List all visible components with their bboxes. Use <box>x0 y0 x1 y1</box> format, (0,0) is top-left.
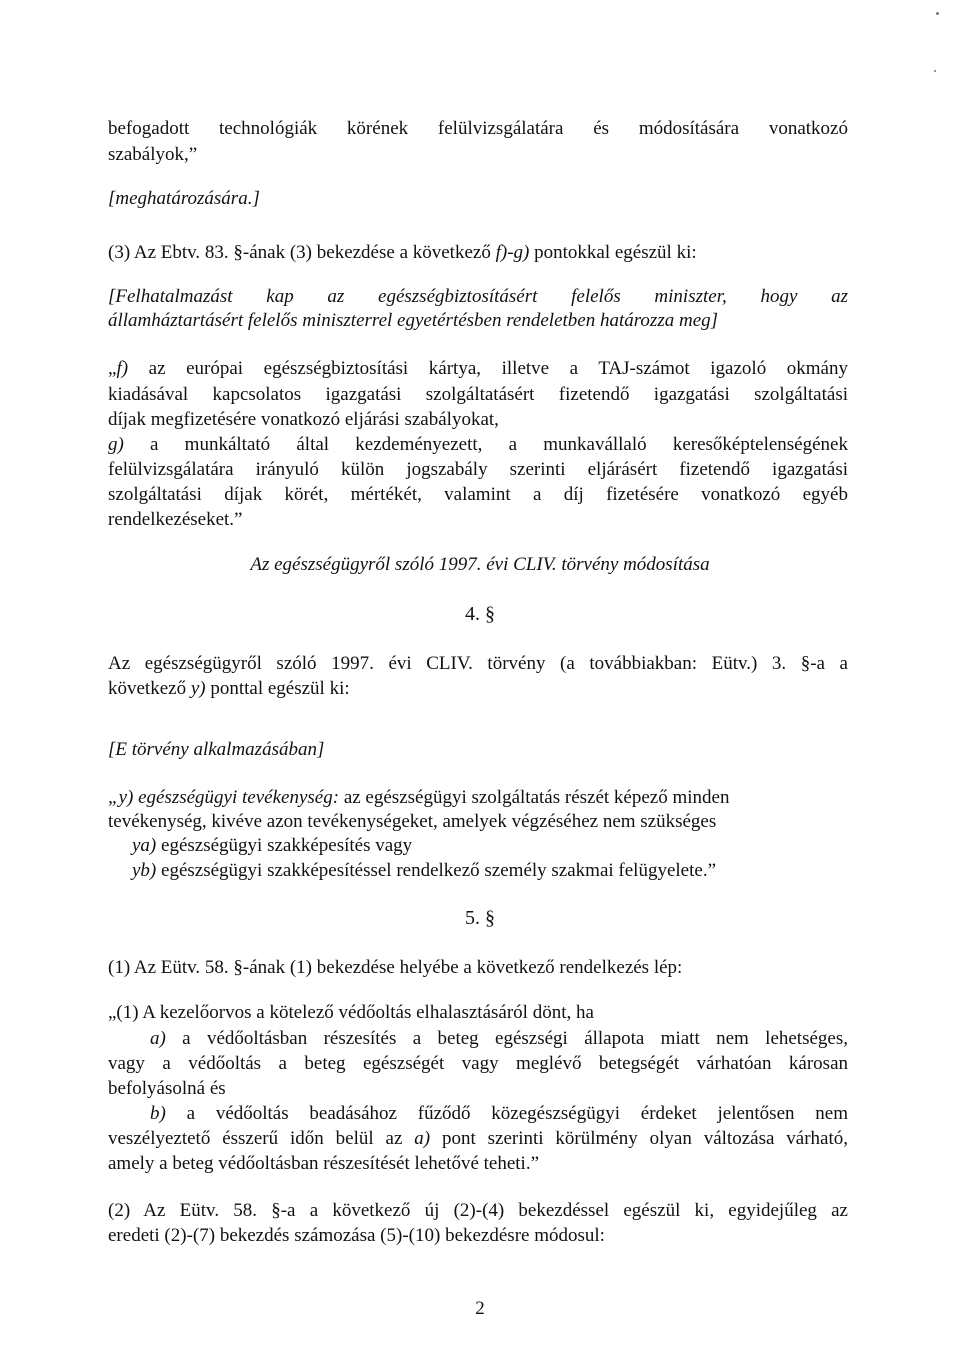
text-line: szabályok,” <box>108 144 198 165</box>
text-line: vagy a védőoltás a beteg egészségét vagy meglévő betegségét várhatóan károsan <box>108 1053 848 1074</box>
text-span: f)-g) <box>495 242 530 263</box>
text-span: a védőoltás beadásához fűződő közegészségügyi érdeket jelentősen nem <box>165 1103 848 1124</box>
text-line: szolgáltatási díjak körét, mértékét, valamint a díj fizetésére vonatkozó egyéb <box>108 484 848 505</box>
text-span: egészségügyi szakképesítés vagy <box>156 835 413 856</box>
text-line <box>108 677 848 700</box>
section-number: 4. § <box>465 603 495 625</box>
text-span: „y) egészségügyi tevékenység: <box>108 787 340 808</box>
text-span: a) <box>150 1028 166 1049</box>
text-span: az európai egészségbiztosítási kártya, illetve a TAJ-számot igazoló okmány <box>128 358 848 379</box>
text-line <box>108 433 848 456</box>
text-line: tevékenység, kivéve azon tevékenységeket, amelyek végzéséhez nem szükséges <box>108 811 717 832</box>
text-line <box>132 834 848 857</box>
text-span: ponttal egészül ki: <box>205 678 350 699</box>
text-line: díjak megfizetésére vonatkozó eljárási szabályokat, <box>108 409 499 430</box>
text-line: kiadásával kapcsolatos igazgatási szolgáltatásért fizetendő igazgatási szolgáltatási <box>108 384 848 405</box>
text-span: veszélyeztető ésszerű időn belül az <box>108 1128 415 1149</box>
text-line: (2) Az Eütv. 58. §-a a következő új (2)-(4) bekezdéssel egészül ki, egyidejűleg az <box>108 1200 848 1221</box>
text-span: pontokkal egészül ki: <box>529 242 697 263</box>
text-span: a védőoltásban részesítés a beteg egészségi állapota miatt nem lehetséges, <box>165 1028 848 1049</box>
text-span: „ <box>108 358 117 379</box>
text-line: (1) Az Eütv. 58. §-ának (1) bekezdése helyébe a következő rendelkezés lép: <box>108 957 683 978</box>
text-span: g) <box>108 434 124 455</box>
text-span: yb) <box>132 860 157 881</box>
text-line: eredeti (2)-(7) bekezdés számozása (5)-(10) bekezdésre módosul: <box>108 1225 605 1246</box>
text-span: y) <box>190 678 206 699</box>
text-line: befolyásolná és <box>108 1078 226 1099</box>
text-line: amely a beteg védőoltásban részesítését lehetővé teheti.” <box>108 1153 540 1174</box>
section-heading: Az egészségügyről szóló 1997. évi CLIV. törvény módosítása <box>250 554 710 575</box>
text-span: ya) <box>132 835 157 856</box>
text-span: az egészségügyi szolgáltatás részét képező minden <box>339 787 730 808</box>
text-line <box>150 1102 848 1125</box>
page-number: 2 <box>475 1298 485 1319</box>
text-line: [Felhatalmazást kap az egészségbiztosításért felelős miniszter, hogy az <box>108 286 848 307</box>
text-span: pont szerinti körülmény olyan változása várható, <box>430 1128 848 1149</box>
text-span: következő <box>108 678 191 699</box>
text-line: befogadott technológiák körének felülvizsgálatára és módosítására vonatkozó <box>108 118 848 139</box>
text-line: [E törvény alkalmazásában] <box>108 739 325 760</box>
text-line: Az egészségügyről szóló 1997. évi CLIV. törvény (a továbbiakban: Eütv.) 3. §-a a <box>108 653 848 674</box>
text-span: egészségügyi szakképesítéssel rendelkező személy szakmai felügyelete.” <box>156 860 716 881</box>
text-span: a) <box>414 1128 431 1149</box>
text-line <box>108 1127 848 1150</box>
text-line <box>150 1027 848 1050</box>
text-line: államháztartásért felelős miniszterrel egyetértésben rendeletben határozza meg] <box>108 310 719 331</box>
text-line <box>108 241 848 264</box>
text-line <box>132 859 848 882</box>
text-span: f) <box>116 358 129 379</box>
scan-speck <box>936 12 939 15</box>
text-line: „(1) A kezelőorvos a kötelező védőoltás elhalasztásáról dönt, ha <box>108 1002 594 1023</box>
text-span: (3) Az Ebtv. 83. §-ának (3) bekezdése a következő <box>108 242 496 263</box>
text-line: [meghatározására.] <box>108 188 260 209</box>
text-line: rendelkezéseket.” <box>108 509 243 530</box>
text-span: a munkáltató által kezdeményezett, a munkavállaló keresőképtelenségének <box>123 434 848 455</box>
text-line <box>108 786 848 809</box>
text-line: felülvizsgálatára irányuló külön jogszabály szerinti eljárásért fizetendő igazgatási <box>108 459 848 480</box>
section-number: 5. § <box>465 907 495 929</box>
text-span: b) <box>150 1103 166 1124</box>
text-line <box>108 357 848 380</box>
scan-speck <box>934 70 936 72</box>
